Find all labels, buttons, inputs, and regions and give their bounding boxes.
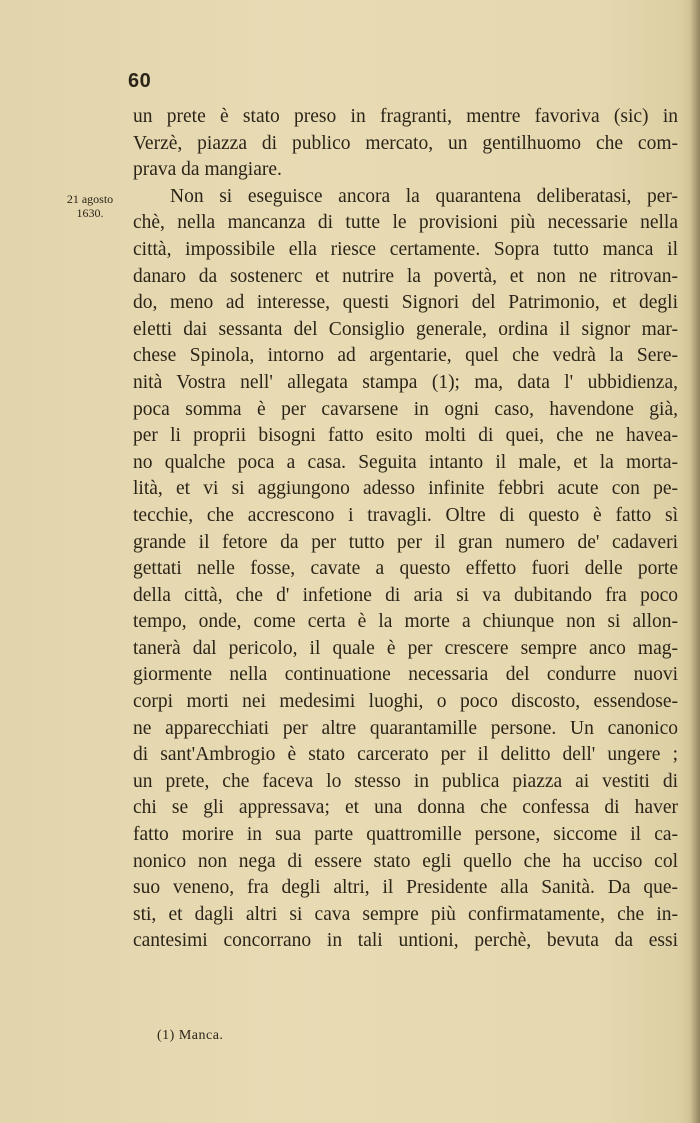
footnote: (1) Manca. <box>157 1028 224 1043</box>
margin-note-year: 1630. <box>76 206 104 220</box>
text-line: eletti dai sessanta del Consiglio generale, ordina il signor mar- <box>133 318 678 340</box>
text-line: sti, et dagli altri si cava sempre più confirmatamente, che in- <box>133 903 678 925</box>
text-line: ne apparecchiati per altre quarantamille persone. Un canonico <box>133 717 678 739</box>
text-line: tecchie, che accrescono i travagli. Oltre di questo è fatto sì <box>133 504 678 526</box>
text-line: un prete, che faceva lo stesso in publica piazza ai vestiti di <box>133 770 678 792</box>
text-line: chese Spinola, intorno ad argentarie, quel che vedrà la Sere- <box>133 345 678 367</box>
text-line: do, meno ad interesse, questi Signori del Patrimonio, et degli <box>133 292 678 314</box>
text-line: fatto morire in sua parte quattromille persone, siccome il ca- <box>133 824 678 846</box>
text-line: tempo, onde, come certa è la morte a chiunque non si allon- <box>133 611 678 633</box>
text-line: della città, che d' infetione di aria si va dubitando fra poco <box>133 584 678 606</box>
text-line: lità, et vi si aggiungono adesso infinite febbri acute con pe- <box>133 478 678 500</box>
text-line: un prete è stato preso in fragranti, mentre favoriva (sic) in <box>133 106 678 127</box>
text-line: danaro da sostenerc et nutrire la povertà, et non ne ritrovan- <box>133 265 678 287</box>
text-line: grande il fetore da per tutto per il gran numero de' cadaveri <box>133 531 678 553</box>
text-line: tanerà dal pericolo, il quale è per crescere sempre anco mag- <box>133 637 678 659</box>
text-line: di sant'Ambrogio è stato carcerato per il delitto dell' ungere ; <box>133 744 678 766</box>
text-line: chè, nella mancanza di tutte le provisioni più necessarie nella <box>133 212 678 234</box>
text-line: poca somma è per cavarsene in ogni caso, havendone già, <box>133 398 678 420</box>
text-line: per li proprii bisogni fatto esito molti di quei, che ne havea- <box>133 425 678 447</box>
page-edge-shadow <box>690 0 700 1123</box>
text-line: corpi morti nei medesimi luoghi, o poco discosto, essendose- <box>133 691 678 713</box>
text-line: chi se gli appressava; et una donna che confessa di haver <box>133 797 678 819</box>
margin-date-note <box>56 192 124 220</box>
text-line: nità Vostra nell' allegata stampa (1); ma, data l' ubbidienza, <box>133 371 678 393</box>
text-line: giormente nella continuatione necessaria del condurre nuovi <box>133 664 678 686</box>
text-line: suo veneno, fra degli altri, il Presidente alla Sanità. Da que- <box>133 877 678 899</box>
body-text <box>133 104 678 955</box>
text-line: prava da mangiare. <box>133 159 282 181</box>
page-number: 60 <box>128 70 152 92</box>
text-line: Verzè, piazza di publico mercato, un gentilhuomo che com- <box>133 132 678 154</box>
text-line: gettati nelle fosse, cavate a questo effetto fuori delle porte <box>133 558 678 580</box>
margin-note-date: 21 agosto <box>66 192 114 206</box>
text-line: cantesimi concorrano in tali untioni, perchè, bevuta da essi <box>133 930 678 952</box>
text-line: no qualche poca a casa. Seguita intanto il male, et la morta- <box>133 451 678 473</box>
text-line: Non si eseguisce ancora la quarantena deliberatasi, per- <box>170 185 678 207</box>
text-line: nonico non nega di essere stato egli quello che ha ucciso col <box>133 850 678 872</box>
text-line: città, impossibile ella riesce certamente. Sopra tutto manca il <box>133 238 678 260</box>
